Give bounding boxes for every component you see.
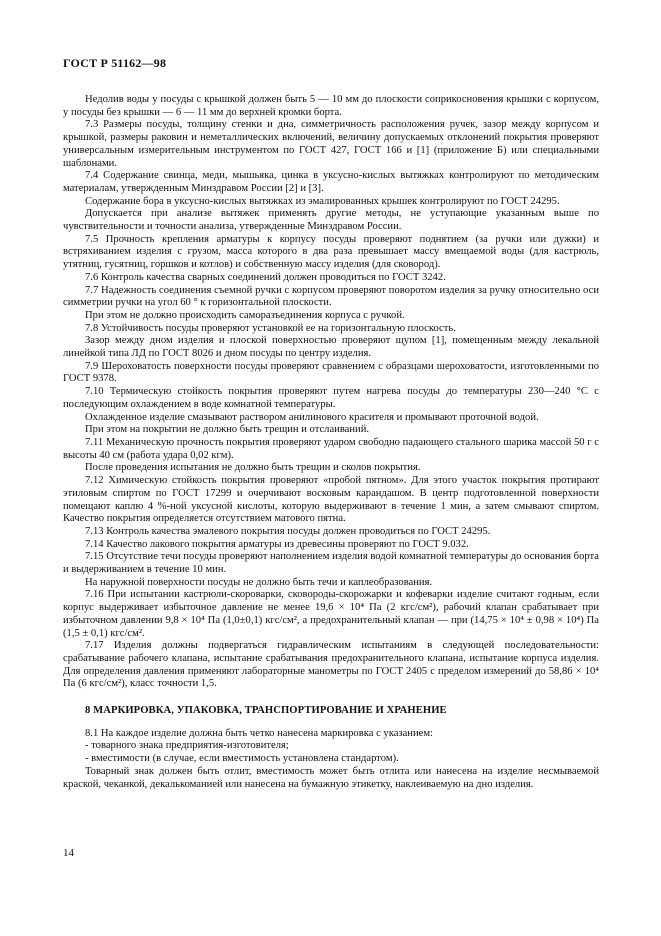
section-8-heading: 8 МАРКИРОВКА, УПАКОВКА, ТРАНСПОРТИРОВАНИЕ И ХРАНЕНИЕ bbox=[85, 705, 447, 717]
paragraph: Товарный знак должен быть отлит, вместимость может быть отлита или нанесена на изделие несмываемой краской, чеканкой, декалькоманией или нанесена на бумажную этикетку, наклеиваемую на дно изделия. bbox=[63, 765, 599, 790]
paragraph: 7.8 Устойчивость посуды проверяют установкой ее на горизонтальную плоскость. bbox=[85, 322, 456, 334]
paragraph: Зазор между дном изделия и плоской поверхностью проверяют щупом [1], помещенным между лекальной линейкой типа ЛД по ГОСТ 8026 и дном посуды по центру изделия. bbox=[63, 335, 599, 360]
paragraph: 7.9 Шероховатость поверхности посуды проверяют сравнением с образцами шероховатости, изготовленными по ГОСТ 9378. bbox=[63, 360, 599, 385]
paragraph: 7.16 При испытании кастрюли-скороварки, сковороды-скорожарки и кофеварки изделие считают годным, если корпус выдерживает избыточное давление не менее 19,6 × 10⁴ Па (2 кгс/см²), рабочий клапан срабатывает при избыточном давлении 9,8 × 10⁴ Па (1,0±0,1) кгс/см², а предохранительный клапан — при (14,75 × 10⁴ ± 0,98 × 10⁴) Па (1,5 ± 0,1) кгс/см². bbox=[63, 589, 599, 639]
paragraph: - вместимости (в случае, если вместимость установлена стандартом). bbox=[85, 753, 399, 765]
paragraph: 7.10 Термическую стойкость покрытия проверяют путем нагрева посуды до температуры 230—240 °С с последующим охлаждением в воде комнатной температуры. bbox=[63, 386, 599, 410]
paragraph: - товарного знака предприятия-изготовителя; bbox=[85, 740, 289, 752]
paragraph: 7.3 Размеры посуды, толщину стенки и дна, симметричность расположения ручек, зазор между корпусом и крышкой, размеры раковин и неметаллических включений, величину допускаемых отклонений покрытия проверяют универсальным измерительным инструментом по ГОСТ 427, ГОСТ 166 и [1] (приложение Б) или специальными шаблонами. bbox=[63, 119, 599, 169]
paragraph: При этом на покрытии не должно быть трещин и отслаиваний. bbox=[85, 424, 370, 436]
paragraph: Содержание бора в уксусно-кислых вытяжках из эмалированных крышек контролируют по ГОСТ 24295. bbox=[85, 195, 560, 207]
paragraph: Недолив воды у посуды с крышкой должен быть 5 — 10 мм до плоскости соприкосновения крышки с корпусом, у посуды без крышки — 6 — 11 мм до верхней кромки борта. bbox=[63, 94, 599, 118]
section-7-paragraphs bbox=[63, 94, 599, 691]
section-8-paragraphs bbox=[63, 728, 599, 792]
page-number: 14 bbox=[63, 847, 74, 859]
paragraph: 7.6 Контроль качества сварных соединений должен проводиться по ГОСТ 3242. bbox=[85, 271, 446, 283]
paragraph: 7.13 Контроль качества эмалевого покрытия посуды должен проводиться по ГОСТ 24295. bbox=[85, 525, 491, 537]
document-body bbox=[63, 94, 599, 791]
standard-header: ГОСТ Р 51162—98 bbox=[63, 56, 167, 70]
paragraph: После проведения испытания не должно быть трещин и сколов покрытия. bbox=[85, 462, 421, 474]
paragraph: 7.4 Содержание свинца, меди, мышьяка, цинка в уксусно-кислых вытяжках контролируют по методическим материалам, утвержденным Минздравом России [2] и [3]. bbox=[63, 170, 599, 194]
paragraph: 7.12 Химическую стойкость покрытия проверяют «пробой пятном». Для этого участок покрытия протирают этиловым спиртом по ГОСТ 17299 и очерчивают восковым карандашом. В центр подготовленной поверхности помещают каплю 4 %-ной уксусной кислоты, которую выдерживают в течение 1 мин, а затем смывают спиртом. Качество покрытия определяется отсутствием матового пятна. bbox=[63, 475, 599, 525]
paragraph: 7.11 Механическую прочность покрытия проверяют ударом свободно падающего стального шарика массой 50 г с высоты 40 см (работа удара 0,02 кгм). bbox=[63, 436, 599, 461]
paragraph: 7.15 Отсутствие течи посуды проверяют наполнением изделия водой комнатной температуры до основания борта и выдерживанием в течение 10 мин. bbox=[63, 551, 599, 576]
paragraph: 7.5 Прочность крепления арматуры к корпусу посуды проверяют поднятием (за ручки или дужки) и встряхиванием изделия с грузом, масса которого в два раза превышает массу вмещаемой воды (для кастрюль, утятниц, гусятниц, горшков и котлов) и собственную массу изделия (для сковород). bbox=[63, 233, 599, 271]
paragraph: 8.1 На каждое изделие должна быть четко нанесена маркировка с указанием: bbox=[85, 727, 433, 739]
paragraph: 7.14 Качество лакового покрытия арматуры из древесины проверяют по ГОСТ 9.032. bbox=[85, 538, 469, 550]
paragraph: Допускается при анализе вытяжек применять другие методы, не уступающие указанным выше по чувствительности и точности анализа, утвержденные Минздравом России. bbox=[63, 208, 599, 233]
paragraph: Охлажденное изделие смазывают раствором анилинового красителя и промывают проточной водой. bbox=[85, 411, 539, 423]
paragraph: 7.17 Изделия должны подвергаться гидравлическим испытаниям в следующей последовательности: срабатывание рабочего клапана, испытание срабатывания предохранительного клапана, испытание корпуса изделия. Для определения давления применяют лабораторные манометры по ГОСТ 2405 с пределом измерений до 58,86 × 10⁴ Па (6 кгс/см²), класс точности 1,5. bbox=[63, 640, 599, 690]
paragraph: При этом не должно происходить саморазъединения корпуса с ручкой. bbox=[85, 309, 405, 321]
paragraph: На наружной поверхности посуды не должно быть течи и каплеобразования. bbox=[85, 576, 433, 588]
paragraph: 7.7 Надежность соединения съемной ручки с корпусом проверяют поворотом изделия за ручку относительно оси симметрии ручки на угол 60 ° к горизонтальной плоскости. bbox=[63, 284, 599, 309]
